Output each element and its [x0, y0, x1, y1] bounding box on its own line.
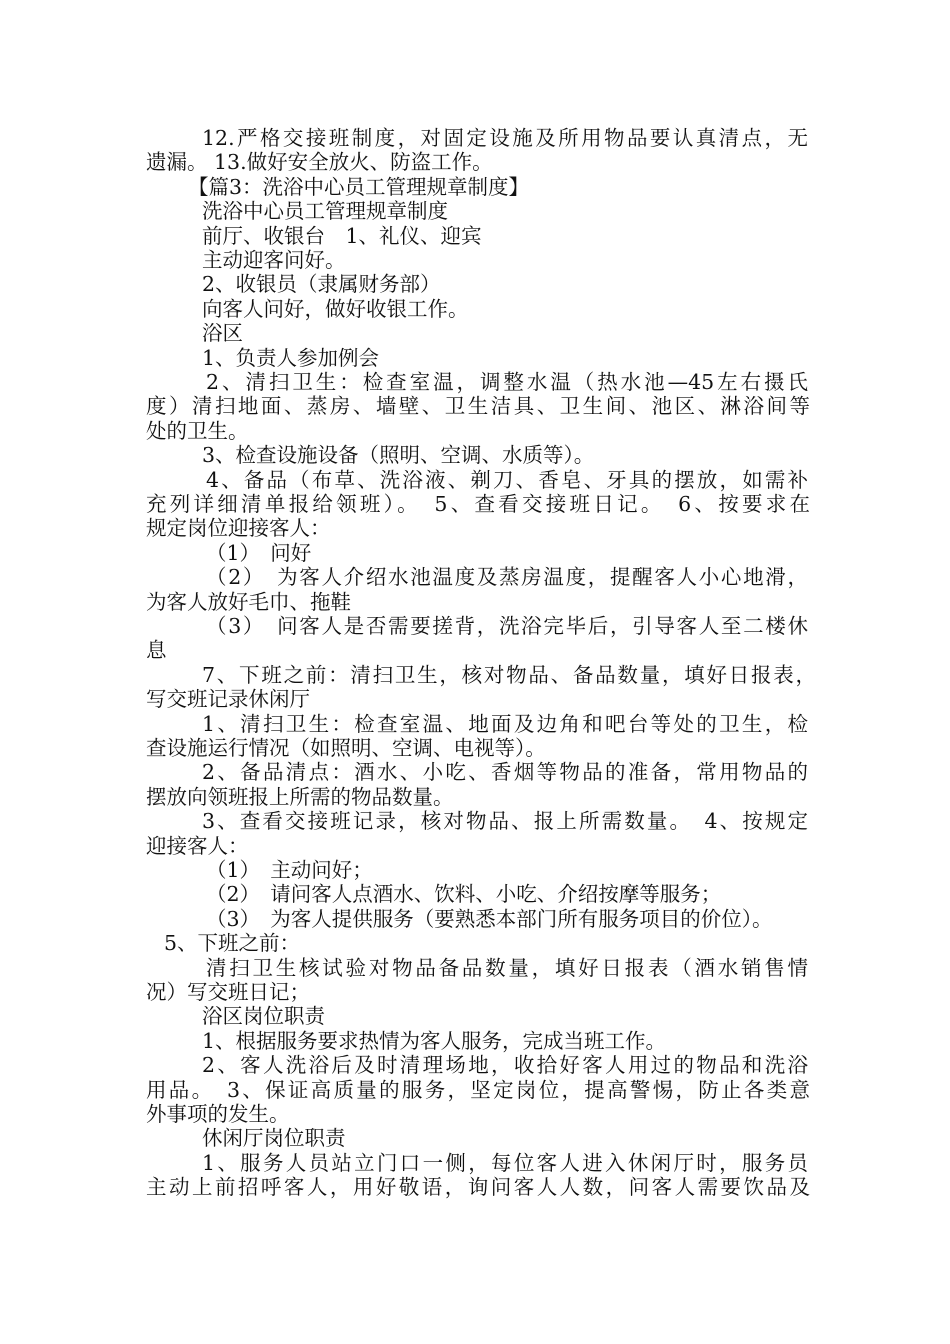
text-line: 1、负责人参加例会 — [202, 345, 380, 370]
text-line: 向客人问好，做好收银工作。 — [202, 296, 469, 321]
text-line: 1、清扫卫生：检查室温、地面及边角和吧台等处的卫生，检 — [202, 711, 808, 736]
text-line: 息 — [146, 638, 167, 663]
text-line: 遗漏。 13.做好安全放火、防盗工作。 — [146, 150, 493, 175]
text-line: 用品。 3、保证高质量的服务，坚定岗位，提高警惕，防止各类意 — [146, 1077, 810, 1102]
text-line: 3、查看交接班记录，核对物品、报上所需数量。 4、按规定 — [202, 809, 808, 834]
text-line: 7、下班之前：清扫卫生，核对物品、备品数量，填好日报表， — [202, 662, 816, 687]
text-line: 度）清扫地面、蒸房、墙壁、卫生洁具、卫生间、池区、淋浴间等 — [146, 394, 810, 419]
text-line: 迎接客人： — [146, 833, 249, 858]
text-line: 外事项的发生。 — [146, 1102, 290, 1126]
text-line: 主动迎客问好。 — [202, 248, 346, 272]
text-line: 4、备品（布草、洗浴液、剃刀、香皂、牙具的摆放，如需补 — [206, 467, 808, 492]
list-item: （2） 请问客人点酒水、饮料、小吃、介绍按摩等服务； — [206, 882, 722, 907]
text-line: 清扫卫生核试验对物品备品数量，填好日报表（酒水销售情 — [206, 955, 808, 980]
text-line: 处的卫生。 — [146, 418, 249, 443]
list-item: （2） 为客人介绍水池温度及蒸房温度，提醒客人小心地滑， — [206, 565, 808, 590]
text-line: 主动上前招呼客人，用好敬语，询问客人人数，问客人需要饮品及 — [146, 1175, 810, 1200]
subsection-heading: 浴区 — [202, 321, 243, 346]
text-line: 2、清扫卫生：检查室温，调整水温（热水池—45左右摄氏 — [206, 370, 808, 394]
subsection-heading: 休闲厅岗位职责 — [202, 1126, 346, 1151]
text-line: 3、检查设施设备（照明、空调、水质等）。 — [202, 443, 595, 468]
text-line: 摆放向领班报上所需的物品数量。 — [146, 784, 454, 809]
text-line: 况）写交班日记； — [146, 980, 310, 1004]
text-line: 2、收银员（隶属财务部） — [202, 272, 441, 297]
text-line: 充列详细清单报给领班）。 5、查看交接班日记。 6、按要求在 — [146, 492, 810, 516]
text-line: 前厅、收银台 1、礼仪、迎宾 — [202, 223, 482, 248]
text-line: 规定岗位迎接客人： — [146, 516, 331, 541]
list-item: （3） 问客人是否需要搓背，洗浴完毕后，引导客人至二楼休 — [206, 614, 808, 638]
text-line: 1、服务人员站立门口一侧，每位客人进入休闲厅时，服务员 — [202, 1150, 808, 1175]
document-title: 洗浴中心员工管理规章制度 — [202, 199, 448, 224]
list-item: （3） 为客人提供服务（要熟悉本部门所有服务项目的价位）。 — [206, 906, 773, 931]
subsection-heading: 浴区岗位职责 — [202, 1004, 325, 1029]
text-line: 为客人放好毛巾、拖鞋 — [146, 589, 351, 614]
text-line: 2、客人洗浴后及时清理场地，收拾好客人用过的物品和洗浴 — [202, 1053, 808, 1078]
text-line: 查设施运行情况（如照明、空调、电视等）。 — [146, 736, 546, 760]
section-heading: 【篇3：洗浴中心员工管理规章制度】 — [188, 174, 530, 199]
list-item: （1） 问好 — [206, 540, 312, 565]
text-line: 1、根据服务要求热情为客人服务，完成当班工作。 — [202, 1028, 667, 1053]
list-item: （1） 主动问好； — [206, 858, 373, 882]
text-line: 5、下班之前： — [164, 931, 301, 956]
text-line: 写交班记录休闲厅 — [146, 687, 310, 712]
text-line: 2、备品清点：酒水、小吃、香烟等物品的准备，常用物品的 — [202, 760, 808, 785]
text-line: 12.严格交接班制度，对固定设施及所用物品要认真清点，无 — [202, 126, 808, 150]
